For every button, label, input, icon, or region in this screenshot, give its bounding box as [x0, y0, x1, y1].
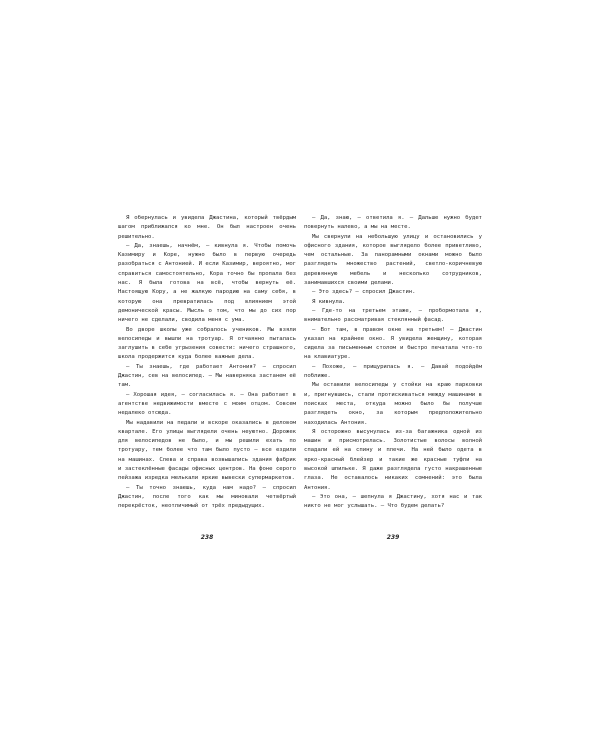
- page-number-left: 238: [200, 534, 214, 541]
- paragraph: Я осторожно высунулась из-за багажника одной из машин и присмотрелась. Золотистые волосы волной спадали ей на спину и плечи. На ней было одета в ярко-красный блейзер и такие же красные туфли на высокой шпильке. Я даже разглядела густо накрашенные глаза. Не оставалось никаких сомнений: это была Антония.: [304, 428, 482, 491]
- paragraph: — Где-то на третьем этаже, — пробормотала я, внимательно рассматривая стеклянный фасад.: [304, 307, 482, 324]
- right-page-body: [304, 214, 482, 512]
- paragraph: — Хорошая идея, — согласилась я. — Она работает в агентстве недвижимости вместе с моим отцом. Совсем недалеко отсюда.: [118, 391, 296, 417]
- paragraph: Я кивнула.: [312, 298, 346, 305]
- paragraph: Во дворе школы уже собралось учеников. Мы взяли велосипеды и вышли на тротуар. Я отчаянно пыталась заглушить в себе угрызения совести: ничего страшного, школа продержится куда более важные дела.: [118, 326, 296, 361]
- paragraph: — Это здесь? — спросил Джастин.: [312, 289, 416, 296]
- paragraph: — Это она, — шепнула я Джастину, хотя нас и так никто не мог услышать. — Что будем делать?: [304, 493, 482, 510]
- paragraph: — Вот там, в правом окне на третьем! — Джастин указал на крайнее окно. Я увидела женщину, которая сидела за письменным столом и быстро печатала что-то на клавиатуре.: [304, 326, 482, 361]
- paragraph: — Да, знаешь, начнём, — кивнула я. Чтобы помочь Казимиру и Коре, нужно было в первую очередь разобраться с Антонией. И если Казимир, вероятно, мог справиться самостоятельно, Кора точно бы пропала без нас. Я была готова на всё, чтобы вернуть её. Настоящую Кору, а не жалкую пародию на саму себя, в которую она превратилась под влиянием этой демонической красы. Мысль о том, что мы до сих пор ничего не сделали, сводила меня с ума.: [118, 242, 296, 324]
- paragraph: — Ты точно знаешь, куда нам надо? — спросил Джастин, после того как мы миновали четвёртый перекрёсток, неотличимый от трёх предыдущих.: [118, 484, 296, 510]
- paragraph: — Похоже, — прищурилась я. — Давай подойдём поближе.: [304, 363, 482, 380]
- page-number-right: 239: [386, 534, 400, 541]
- left-page: [118, 214, 296, 544]
- left-page-body: [118, 214, 296, 512]
- paragraph: Я обернулась и увидела Джастина, который твёрдым шагом приближался ко мне. Он был настроен очень решительно.: [118, 215, 296, 240]
- paragraph: Мы надавили на педали и вскоре оказались в деловом квартале. Его улицы выглядели очень неуютно. Дорожек для велосипедов не было, и мы решили ехать по тротуару, тем более что там было пусто — все ездили на машинах. Слева и справа возвышались здания фабрик и застеклённые фасады офисных центров. На фоне серого пейзажа изредка мелькали яркие вывески супермаркетов.: [118, 419, 296, 482]
- right-page: [304, 214, 482, 544]
- paragraph: Мы свернули на небольшую улицу и остановились у офисного здания, которое выглядело более приветливо, чем остальные. За панорамными окнами можно было разглядеть множество растений, светло-коричневую деревянную мебель и несколько сотрудников, занимавшихся своими делами.: [304, 233, 482, 287]
- paragraph: — Ты знаешь, где работает Антония? — спросил Джастин, сев на велосипед. — Мы наверняка застанем её там.: [118, 363, 296, 389]
- paragraph: — Да, знаю, — ответила я. — Дальше нужно будет повернуть налево, а мы на месте.: [304, 215, 482, 231]
- paragraph: Мы оставили велосипеды у стойки на краю парковки и, пригнувшись, стали протискиваться между машинами в поисках места, откуда можно было бы получше разглядеть окно, за которым предположительно находилась Антония.: [304, 382, 482, 426]
